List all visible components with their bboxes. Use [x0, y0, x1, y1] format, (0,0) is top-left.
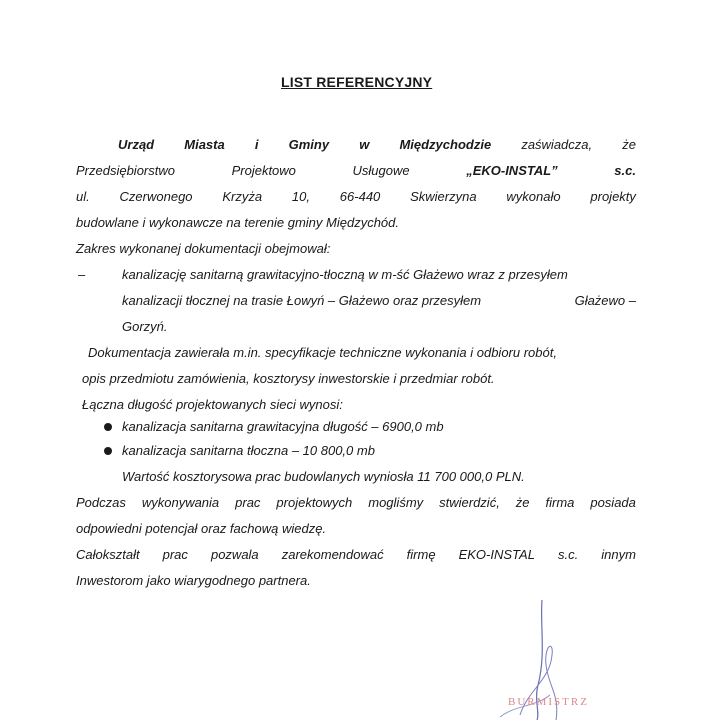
scope-line-3: Gorzyń. [122, 319, 168, 334]
word: w [359, 137, 370, 152]
paragraph-1-line-4: budowlane i wykonawcze na terenie gminy Międzychód. [76, 215, 400, 230]
word: posiada [590, 495, 636, 510]
word: prac [162, 547, 188, 562]
conclusion-2-line-1 [76, 546, 636, 564]
conclusion-1-line-2: odpowiedni potencjał oraz fachową wiedzę. [76, 521, 327, 536]
word: Usługowe [352, 163, 410, 178]
documentation-line-2: opis przedmiotu zamówienia, kosztorysy inwestorskie i przedmiar robót. [82, 371, 495, 386]
word: że [515, 495, 530, 510]
word: mogliśmy [368, 495, 424, 510]
word: że [622, 137, 636, 152]
stamp-text: BURMISTRZ [508, 696, 589, 708]
word: Urząd [118, 137, 155, 152]
word: stwierdzić, [439, 495, 500, 510]
word: ul. [76, 189, 90, 204]
word: Przedsiębiorstwo [76, 163, 175, 178]
documentation-line-1: Dokumentacja zawierała m.in. specyfikacje techniczne wykonania i odbioru robót, [88, 345, 557, 360]
company-name: „EKO-INSTAL” [466, 163, 558, 178]
word: firmę [406, 547, 436, 562]
word: Całokształt [76, 547, 140, 562]
header-faint-text [468, 0, 636, 4]
word: Skwierzyna [410, 189, 477, 204]
scope-line-2 [122, 292, 636, 310]
word: Gminy [288, 137, 330, 152]
word: prac [235, 495, 261, 510]
word: wykonywania [141, 495, 220, 510]
word: s.c. [614, 163, 636, 178]
word: i [254, 137, 259, 152]
scope-intro: Zakres wykonanej dokumentacji obejmował: [76, 241, 331, 256]
cost-statement: Wartość kosztorysowa prac budowlanych wyniosła 11 700 000,0 PLN. [122, 469, 525, 484]
word: pozwala [210, 547, 259, 562]
word: projekty [590, 189, 636, 204]
word: 10, [291, 189, 310, 204]
word: firma [545, 495, 575, 510]
letter-title: LIST REFERENCYJNY [281, 74, 433, 90]
word: innym [601, 547, 636, 562]
scope-line-1: kanalizację sanitarną grawitacyjno-tłoczną w m-ść Głażewo wraz z przesyłem [122, 267, 568, 282]
length-intro: Łączna długość projektowanych sieci wynosi: [82, 397, 343, 412]
word: Projektowo [231, 163, 296, 178]
word: projektowych [276, 495, 353, 510]
word: Czerwonego [119, 189, 193, 204]
word: EKO-INSTAL [458, 547, 535, 562]
word: Międzychodzie [399, 137, 492, 152]
word: Miasta [184, 137, 225, 152]
paragraph-1-line-1 [118, 136, 636, 154]
scope-line-2-part-1: kanalizacji tłocznej na trasie Łowyń – Głażewo oraz przesyłem [122, 293, 482, 308]
paragraph-1-line-3 [76, 188, 636, 206]
word: s.c. [557, 547, 579, 562]
scope-line-2-part-2: Głażewo – [574, 293, 636, 308]
word: zarekomendować [281, 547, 384, 562]
bullet-item-2: kanalizacja sanitarna tłoczna – 10 800,0 mb [122, 443, 375, 458]
conclusion-2-line-2: Inwestorom jako wiarygodnego partnera. [76, 573, 311, 588]
word: zaświadcza, [521, 137, 593, 152]
paragraph-1-line-2 [76, 162, 636, 180]
bullet-item-1: kanalizacja sanitarna grawitacyjna długość – 6900,0 mb [122, 419, 444, 434]
conclusion-1-line-1 [76, 494, 636, 512]
word: 66-440 [339, 189, 381, 204]
scope-dash: – [78, 267, 86, 282]
bullet-icon [104, 447, 112, 455]
word: wykonało [506, 189, 561, 204]
word: Krzyża [222, 189, 263, 204]
bullet-icon [104, 423, 112, 431]
word: Podczas [76, 495, 126, 510]
